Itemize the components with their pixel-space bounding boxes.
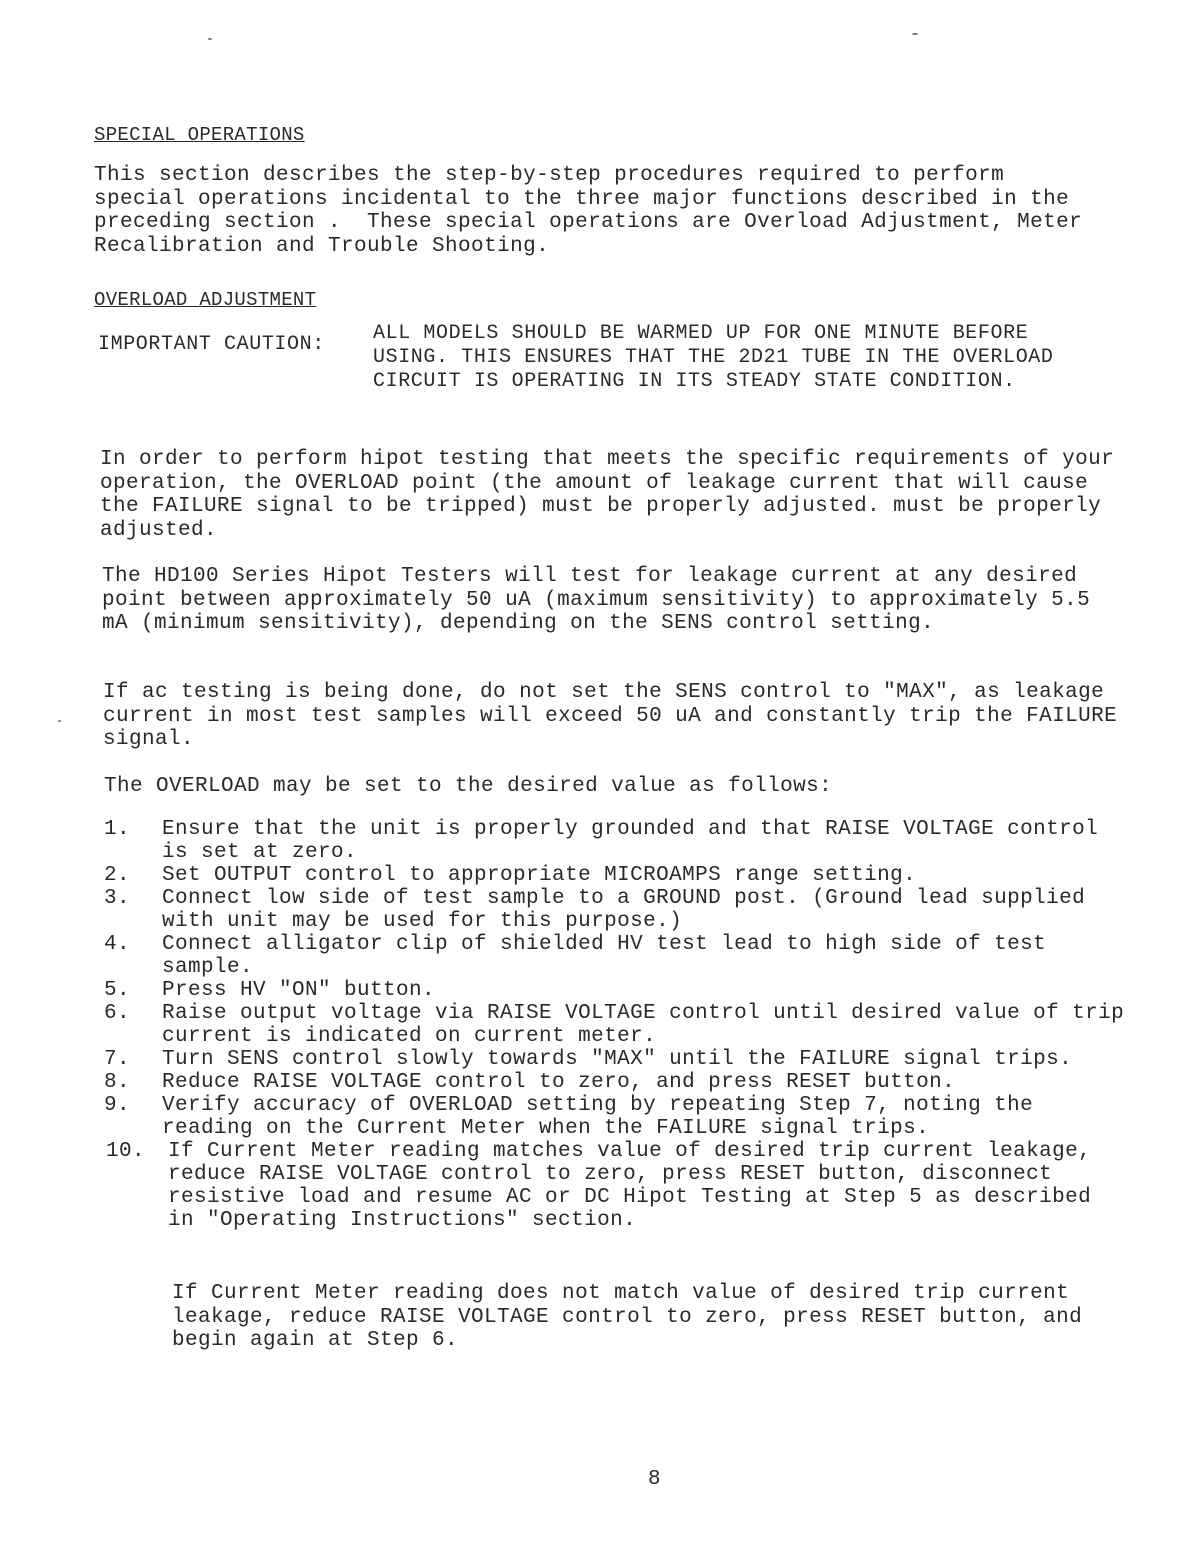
step-text: Connect low side of test sample to a GROUND post. (Ground lead supplied with unit may be used for this purpose.) <box>162 887 1086 933</box>
step-item <box>100 979 1130 1002</box>
step-10-followup: If Current Meter reading does not match value of desired trip current leakage, reduce RAISE VOLTAGE control to zero, press RESET button, and begin again at Step 6. <box>172 1282 1096 1352</box>
step-text: Raise output voltage via RAISE VOLTAGE control until desired value of trip current is indicated on current meter. <box>162 1002 1125 1048</box>
step-number: 2. <box>104 864 131 887</box>
scan-speck <box>912 33 918 35</box>
step-number: 6. <box>104 1002 131 1025</box>
caution-text: ALL MODELS SHOULD BE WARMED UP FOR ONE MINUTE BEFORE USING. THIS ENSURES THAT THE 2D21 TUBE IN THE OVERLOAD CIRCUIT IS OPERATING IN ITS STEADY STATE CONDITION. <box>373 322 1054 393</box>
step-item <box>100 1071 1130 1094</box>
step-number: 4. <box>104 933 131 956</box>
step-number: 9. <box>104 1094 131 1117</box>
overload-paragraph-2: The HD100 Series Hipot Testers will test for leakage current at any desired point between approximately 50 uA (maximum sensitivity) to approximately 5.5 mA (minimum sensitivity), depending on the SENS control setting. <box>102 565 1104 635</box>
scan-speck <box>208 38 212 40</box>
page-number: 8 <box>648 1468 661 1491</box>
special-operations-heading: SPECIAL OPERATIONS <box>94 124 305 146</box>
step-text: Set OUTPUT control to appropriate MICROAMPS range setting. <box>162 864 917 887</box>
caution-label: IMPORTANT CAUTION: <box>98 333 325 356</box>
overload-paragraph-1: In order to perform hipot testing that meets the specific requirements of your operation, the OVERLOAD point (the amount of leakage current that will cause the FAILURE signal to be tripped) must be properly adjusted. must be properly adjusted. <box>100 448 1128 542</box>
overload-paragraph-4: The OVERLOAD may be set to the desired value as follows: <box>104 775 833 798</box>
step-text: Ensure that the unit is properly grounded and that RAISE VOLTAGE control is set at zero. <box>162 818 1099 864</box>
step-item <box>100 818 1130 864</box>
overload-steps-list <box>100 818 1130 1232</box>
step-item <box>100 887 1130 933</box>
step-text: If Current Meter reading matches value of desired trip current leakage, reduce RAISE VOLTAGE control to zero, press RESET button, disconnect resistive load and resume AC or DC Hipot Testing at Step 5 as described in "Operating Instructions" section. <box>168 1140 1092 1232</box>
step-number: 5. <box>104 979 131 1002</box>
overload-adjustment-heading: OVERLOAD ADJUSTMENT <box>94 289 317 311</box>
overload-paragraph-3: If ac testing is being done, do not set the SENS control to "MAX", as leakage current in most test samples will exceed 50 uA and constantly trip the FAILURE signal. <box>103 681 1131 751</box>
step-text: Press HV "ON" button. <box>162 979 436 1002</box>
step-number: 3. <box>104 887 131 910</box>
step-item <box>100 864 1130 887</box>
step-item <box>100 933 1130 979</box>
step-text: Verify accuracy of OVERLOAD setting by repeating Step 7, noting the reading on the Current Meter when the FAILURE signal trips. <box>162 1094 1034 1140</box>
special-operations-intro: This section describes the step-by-step procedures required to perform special operations incidental to the three major functions described in the preceding section . These special operations are Overload Adjustment, Meter Recalibration and Trouble Shooting. <box>94 164 1096 258</box>
step-text: Connect alligator clip of shielded HV test lead to high side of test sample. <box>162 933 1047 979</box>
scan-speck <box>58 720 61 722</box>
step-item <box>100 1094 1130 1140</box>
step-text: Turn SENS control slowly towards "MAX" until the FAILURE signal trips. <box>162 1048 1073 1071</box>
step-text: Reduce RAISE VOLTAGE control to zero, and press RESET button. <box>162 1071 956 1094</box>
step-number: 10. <box>106 1140 146 1163</box>
step-item <box>100 1140 1130 1232</box>
step-number: 1. <box>104 818 131 841</box>
step-item <box>100 1002 1130 1048</box>
step-number: 7. <box>104 1048 131 1071</box>
step-number: 8. <box>104 1071 131 1094</box>
step-item <box>100 1048 1130 1071</box>
